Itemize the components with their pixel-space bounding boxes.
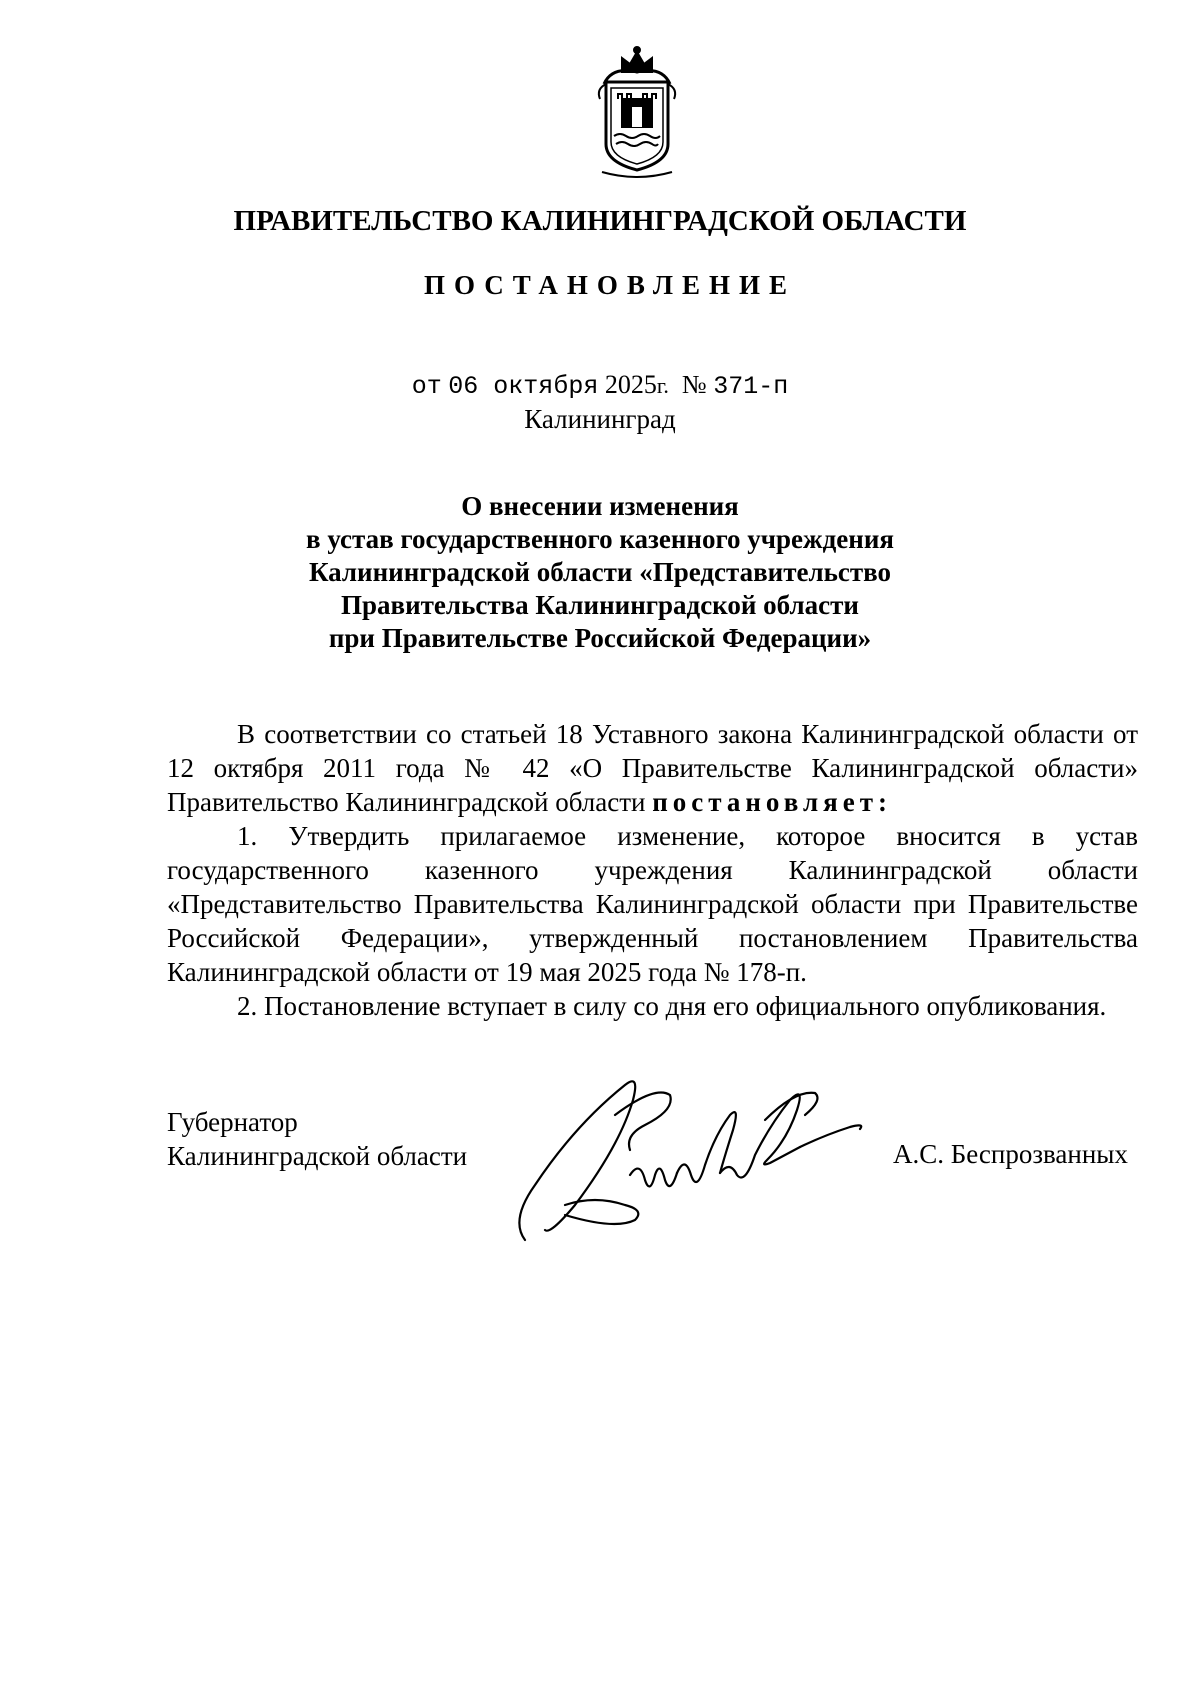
title-line: в устав государственного казенного учреждения [306, 524, 894, 554]
title-line: Калининградской области «Представительство [308, 557, 892, 587]
date-suffix: г. [656, 373, 669, 398]
city: Калининград [524, 404, 676, 434]
title-line: О внесении изменения [461, 491, 739, 521]
document-number: 371-п [713, 372, 789, 401]
document-type: ПОСТАНОВЛЕНИЕ [423, 270, 797, 300]
document-body [167, 717, 1138, 1023]
signatory-name: А.С. Беспрозванных [893, 1139, 1128, 1169]
date-number-line [0, 370, 1200, 401]
decree-word: постановляет: [652, 787, 892, 817]
intro-text: В соответствии со статьей 18 Уставного закона Калининградской области от 12 октября 2011 года № 42 «О Правительстве Калининградской области» Правительство Калининградской области [167, 719, 1138, 817]
item-1-paragraph: 1. Утвердить прилагаемое изменение, которое вносится в устав государственного казенного учреждения Калининградской области «Представительство Правительства Калининградской области при Правительстве Российской Федерации», утвержденный постановлением Правительства Калининградской области от 19 мая 2025 года № 178-п. [167, 821, 1138, 987]
title-line: при Правительстве Российской Федерации» [328, 623, 872, 653]
signatory-position [167, 1105, 467, 1173]
number-sign: № [681, 370, 707, 399]
date-year: 2025 [604, 370, 657, 399]
coat-of-arms-emblem [592, 44, 682, 179]
title-line: Правительства Калининградской области [341, 590, 859, 620]
position-line: Калининградской области [167, 1141, 468, 1171]
position-line: Губернатор [167, 1107, 298, 1137]
date-day-month: 06 октября [448, 372, 599, 401]
intro-paragraph [167, 717, 1138, 819]
date-prefix: от [411, 372, 442, 401]
document-title [0, 490, 1200, 655]
item-2-paragraph: 2. Постановление вступает в силу со дня его официального опубликования. [237, 991, 1107, 1021]
handwritten-signature [505, 1055, 895, 1260]
organization-name: ПРАВИТЕЛЬСТВО КАЛИНИНГРАДСКОЙ ОБЛАСТИ [233, 205, 967, 237]
